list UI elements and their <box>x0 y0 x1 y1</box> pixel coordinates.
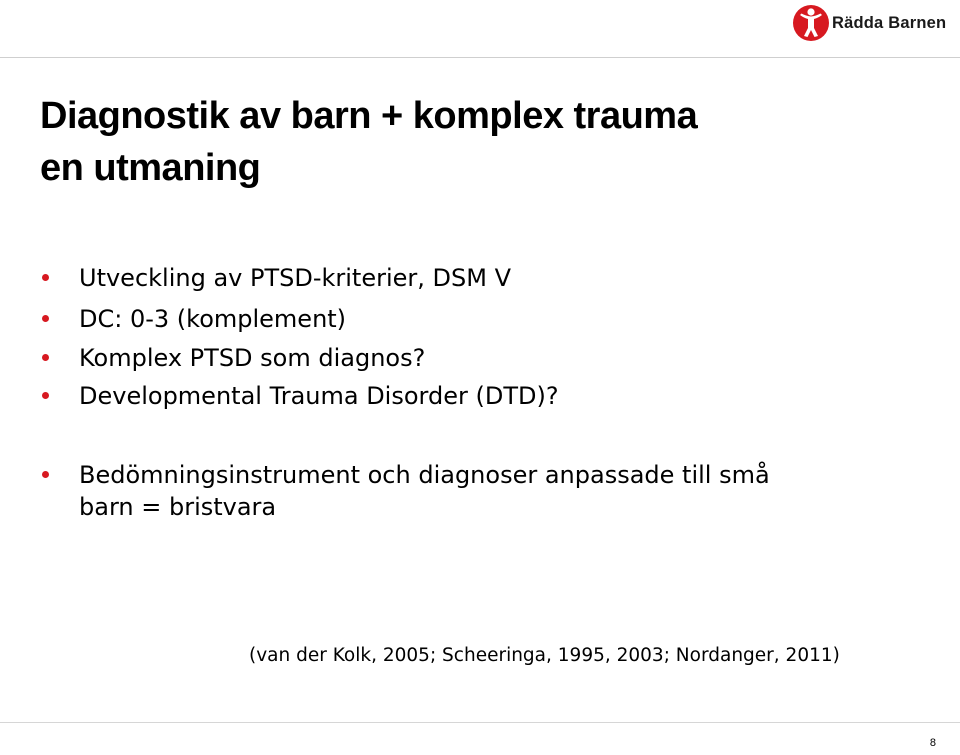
bullet-item <box>79 459 929 523</box>
bullet-dot-icon <box>42 354 49 361</box>
slide-title-line: Diagnostik av barn + komplex trauma <box>40 95 698 137</box>
bullet-text: Developmental Trauma Disorder (DTD)? <box>79 382 559 410</box>
bullet-text-line: Bedömningsinstrument och diagnoser anpassade till små <box>79 461 770 489</box>
footer-divider <box>0 722 960 723</box>
bullet-dot-icon <box>42 392 49 399</box>
bullet-item <box>79 380 919 413</box>
bullet-text: DC: 0-3 (komplement) <box>79 305 347 333</box>
bullet-item <box>79 303 919 336</box>
citation: (van der Kolk, 2005; Scheeringa, 1995, 2003; Nordanger, 2011) <box>249 645 840 666</box>
bullet-text: Utveckling av PTSD-kriterier, DSM V <box>79 264 511 292</box>
radda-barnen-logo <box>792 3 952 45</box>
slide-title-line: en utmaning <box>40 147 261 189</box>
logo-wordmark: Rädda Barnen <box>832 14 947 32</box>
bullet-dot-icon <box>42 274 49 281</box>
header-divider <box>0 57 960 58</box>
child-figure-icon <box>792 3 830 43</box>
bullet-text: Komplex PTSD som diagnos? <box>79 344 426 372</box>
bullet-text-line: barn = bristvara <box>79 493 277 521</box>
bullet-item <box>79 262 919 295</box>
bullet-item <box>79 342 919 375</box>
page-number: 8 <box>929 737 936 749</box>
bullet-dot-icon <box>42 471 49 478</box>
bullet-dot-icon <box>42 315 49 322</box>
slide-title <box>40 90 940 194</box>
